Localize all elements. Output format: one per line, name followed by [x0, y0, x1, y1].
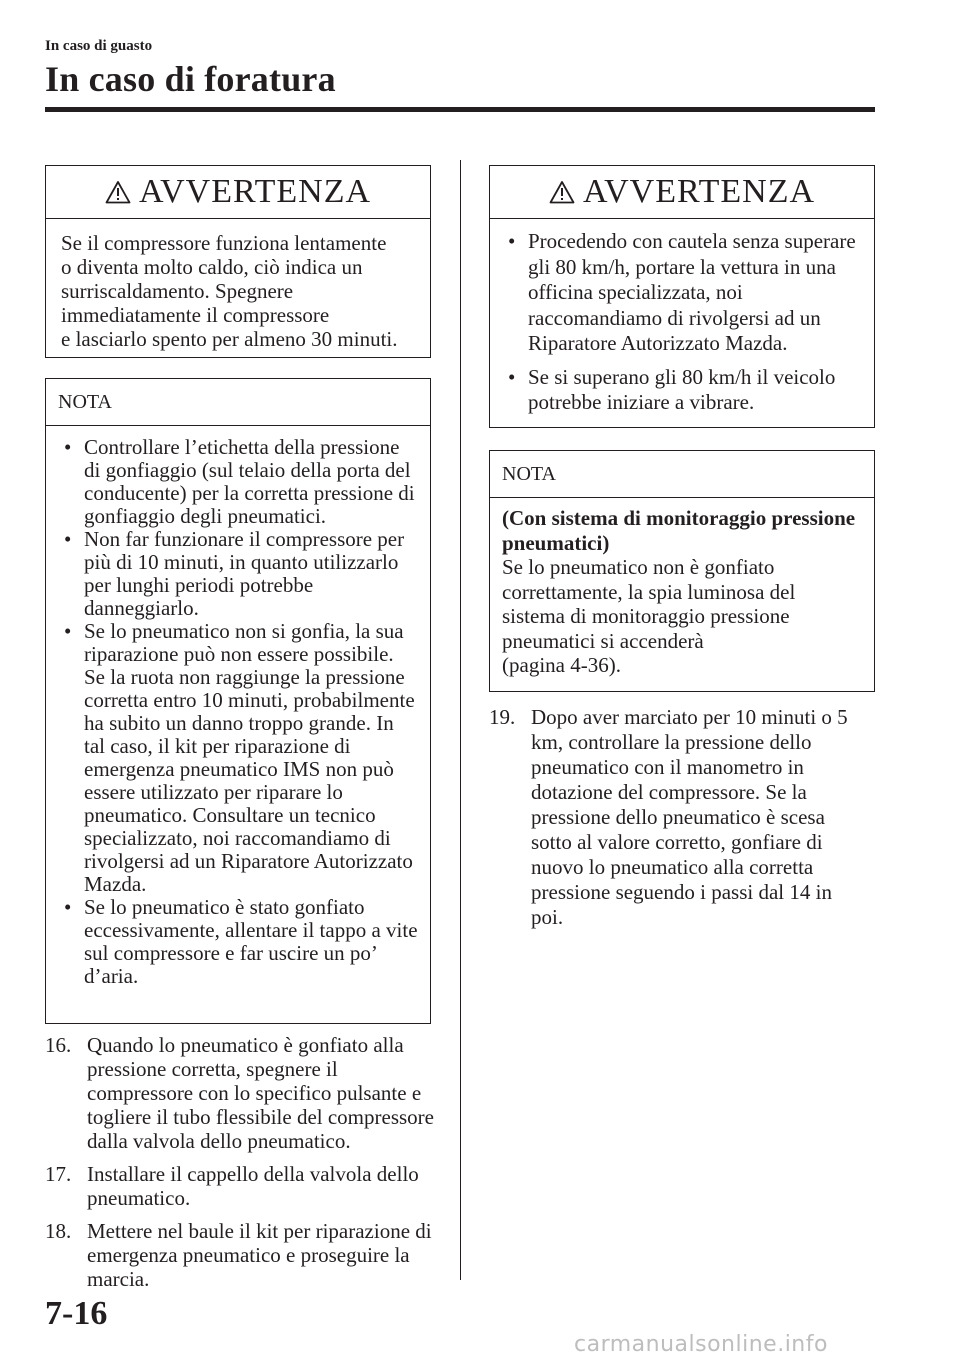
step-number: 16.	[45, 1033, 72, 1057]
warning-title: AVVERTENZA	[582, 173, 816, 210]
step-text: Dopo aver marciato per 10 minuti o 5 km, controllare la pressione dello pneumatico con il manometro in dotazione del compressore. Se la pressione dello pneumatico è scesa sotto al valore corretto, gonfiare di nuovo lo pneumatico alla corretta pressione seguendo i passi dal 14 in poi.	[531, 705, 848, 929]
nota-bullet-list	[58, 436, 418, 988]
nota-box-left	[45, 378, 431, 1024]
nota-bullet: • Non far funzionare il compressore per più di 10 minuti, in quanto utilizzarlo per lunghi periodi potrebbe danneggiarlo.	[58, 528, 418, 620]
warning-line: o diventa molto caldo, ciò indica un	[61, 255, 363, 279]
steps-right	[489, 705, 849, 939]
page-number: 7-16	[45, 1295, 108, 1332]
warning-title: AVVERTENZA	[138, 173, 372, 210]
step-number: 19.	[489, 705, 516, 729]
step-number: 17.	[45, 1162, 72, 1186]
warning-triangle-icon	[105, 180, 131, 204]
step-item	[45, 1033, 445, 1153]
step-item	[45, 1219, 445, 1291]
step-number: 18.	[45, 1219, 72, 1243]
section-label: In caso di guasto	[45, 38, 153, 54]
step-item	[45, 1162, 445, 1210]
nota-box-right	[489, 450, 875, 692]
warning-header	[490, 166, 874, 219]
warning-text	[46, 219, 430, 361]
warning-box-right	[489, 165, 875, 428]
steps-left	[45, 1033, 445, 1300]
column-divider	[460, 160, 461, 1280]
warning-line: Se il compressore funziona lentamente	[61, 231, 387, 255]
warning-line: immediatamente il compressore	[61, 303, 330, 327]
step-text: Installare il cappello della valvola dello pneumatico.	[87, 1162, 419, 1210]
warning-box-left	[45, 165, 431, 358]
page-title: In caso di foratura	[45, 59, 336, 99]
warning-line: e lasciarlo spento per almeno 30 minuti.	[61, 327, 398, 351]
nota-title: NOTA	[46, 379, 430, 426]
nota-text: Se lo pneumatico non è gonfiato correttamente, la spia luminosa del sistema di monitoraggio pressione pneumatici si accenderà	[502, 555, 796, 653]
warning-header	[46, 166, 430, 219]
nota-bullet: • Controllare l’etichetta della pressione di gonfiaggio (sul telaio della porta del conducente) per la corretta pressione di gonfiaggio degli pneumatici.	[58, 436, 418, 528]
step-text: Quando lo pneumatico è gonfiato alla pressione corretta, spegnere il compressore con lo specifico pulsante e togliere il tubo flessibile del compressore dalla valvola dello pneumatico.	[87, 1033, 434, 1153]
warning-line: surriscaldamento. Spegnere	[61, 279, 294, 303]
warning-bullet: • Se si superano gli 80 km/h il veicolo potrebbe iniziare a vibrare.	[502, 365, 862, 416]
nota-heading: (Con sistema di monitoraggio pressione pneumatici)	[502, 506, 856, 555]
step-text: Mettere nel baule il kit per riparazione di emergenza pneumatico e proseguire la marcia.	[87, 1219, 432, 1291]
title-rule	[45, 107, 875, 112]
nota-title: NOTA	[490, 451, 874, 498]
warning-triangle-icon	[549, 180, 575, 204]
nota-page-reference: (pagina 4-36).	[502, 653, 621, 677]
nota-bullet: • Se lo pneumatico è stato gonfiato eccessivamente, allentare il tappo a vite sul compressore e far uscire un po’ d’aria.	[58, 896, 418, 988]
watermark: carmanualsonline.info	[574, 1332, 828, 1357]
warning-bullet: • Procedendo con cautela senza superare gli 80 km/h, portare la vettura in una officina specializzata, noi raccomandiamo di rivolgersi ad un Riparatore Autorizzato Mazda.	[502, 229, 862, 357]
step-item	[489, 705, 849, 930]
warning-bullet-list	[502, 229, 862, 416]
nota-bullet: • Se lo pneumatico non si gonfia, la sua riparazione può non essere possibile. Se la ruota non raggiunge la pressione corretta entro 10 minuti, probabilmente ha subito un danno troppo grande. In tal caso, il kit per riparazione di emergenza pneumatico IMS non può essere utilizzato per riparare lo pneumatico. Consultare un tecnico specializzato, noi raccomandiamo di rivolgersi ad un Riparatore Autorizzato Mazda.	[58, 620, 418, 896]
